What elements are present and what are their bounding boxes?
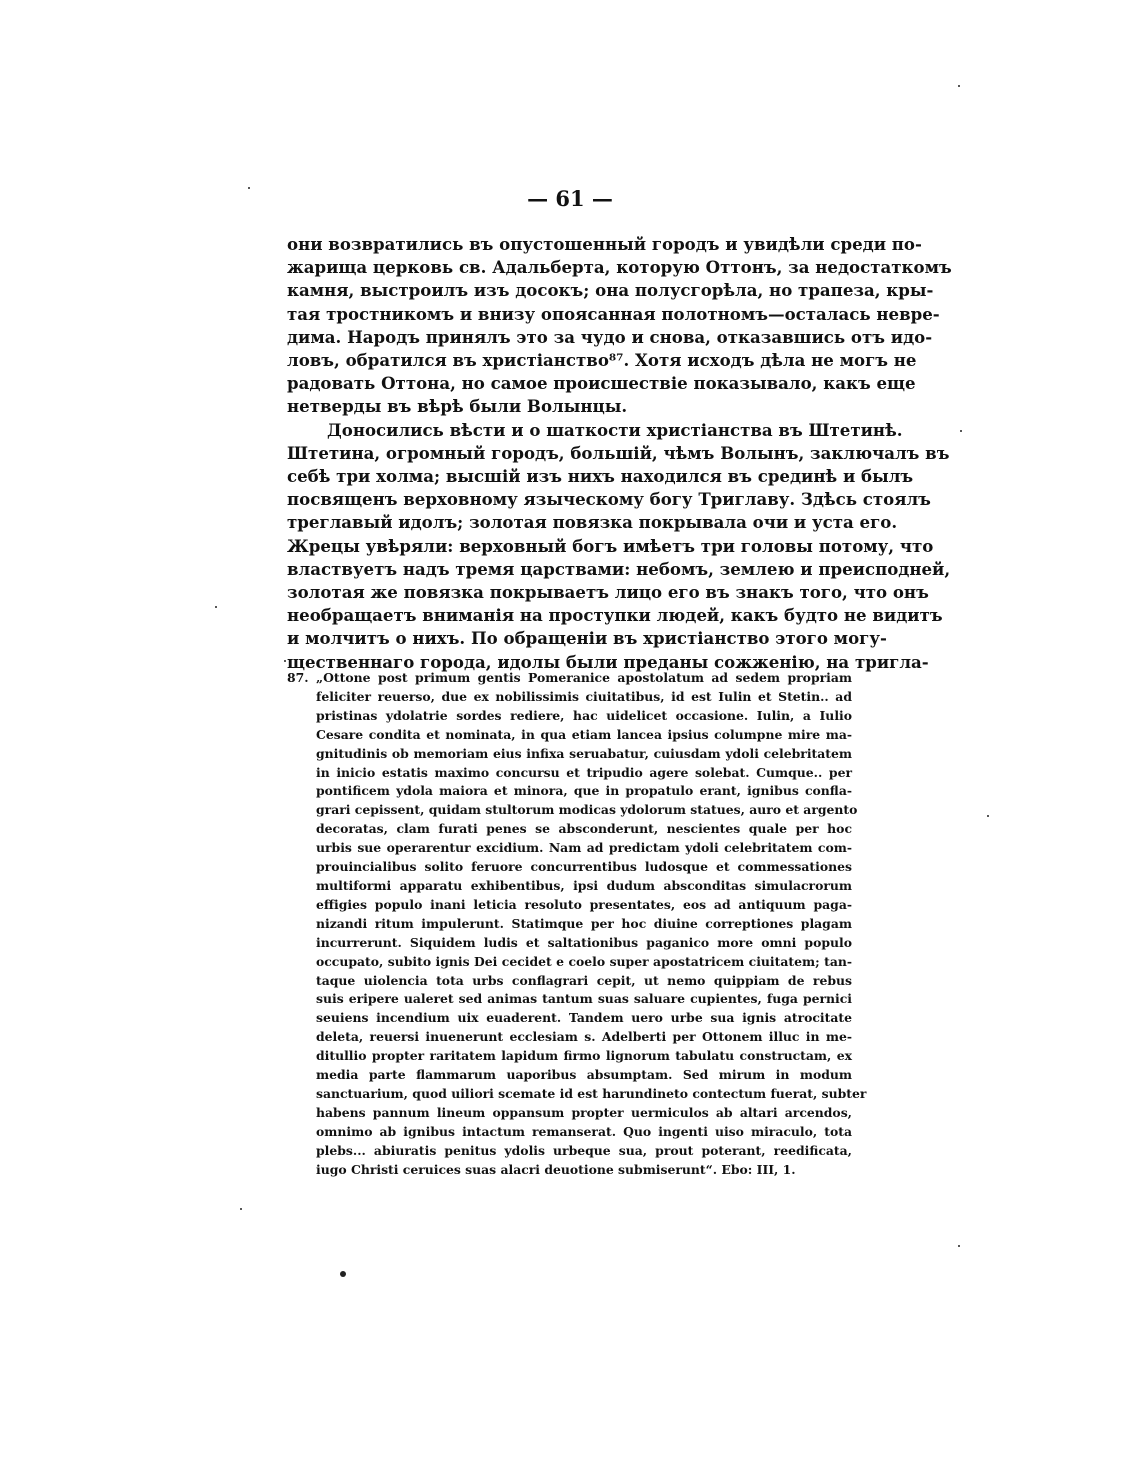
footnote-line: nizandi ritum impulerunt. Statimque per hoc diuine correptiones plagam xyxy=(316,915,852,931)
scan-speck xyxy=(284,660,286,662)
text-line: и молчитъ о нихъ. По обращеніи въ христіанство этого могу- xyxy=(287,628,887,649)
text-line: себѣ три холма; высшій изъ нихъ находился въ срединѣ и былъ xyxy=(287,466,914,487)
footnote-line: decoratas, clam furati penes se absconderunt, nescientes quale per hoc xyxy=(316,821,852,837)
scan-speck xyxy=(958,1245,960,1247)
scan-speck xyxy=(240,1208,242,1210)
footnote-line: in inicio estatis maximo concursu et tripudio agere solebat. Cumque.. per xyxy=(316,764,852,780)
footnote-line: effigies populo inani leticia resoluto presentates, eos ad antiquum paga- xyxy=(316,896,852,912)
text-line: камня, выстроилъ изъ досокъ; она полусгорѣла, но трапеза, кры- xyxy=(287,280,934,301)
text-line: дима. Народъ принялъ это за чудо и снова, отказавшись отъ идо- xyxy=(287,326,933,347)
text-line: Жрецы увѣряли: верховный богъ имѣетъ три головы потому, что xyxy=(287,535,934,556)
scan-speck xyxy=(215,606,217,608)
footnote-line: urbis sue operarentur excidium. Nam ad predictam ydoli celebritatem com- xyxy=(316,840,852,856)
footnote-line: taque uiolencia tota urbs conflagrari cepit, ut nemo quippiam de rebus xyxy=(316,972,852,988)
footnote-number: 87. xyxy=(287,670,309,685)
footnote-line: pristinas ydolatrie sordes rediere, hac uidelicet occasione. Iulin, a Iulio xyxy=(316,707,852,723)
text-line: жарища церковь св. Адальберта, которую Оттонъ, за недостаткомъ xyxy=(287,257,952,278)
text-line: посвященъ верховному языческому богу Триглаву. Здѣсь стоялъ xyxy=(287,489,931,510)
footnote-line: gnitudinis ob memoriam eius infixa seruabatur, cuiusdam ydoli celebritatem xyxy=(316,745,852,761)
text-line: щественнаго города, идолы были преданы сожженію, на тригла- xyxy=(287,651,929,672)
footnote-line: plebs... abiuratis penitus ydolis urbeque sua, prout poterant, reedificata, xyxy=(316,1142,852,1158)
footnote-line: „Ottone post primum gentis Pomeranice apostolatum ad sedem propriam xyxy=(316,670,852,685)
text-line: необращаетъ вниманія на проступки людей, какъ будто не видитъ xyxy=(287,605,943,626)
text-line: тая тростникомъ и внизу опоясанная полотномъ—осталась невре- xyxy=(287,303,940,324)
scan-speck xyxy=(987,815,989,817)
text-line: ловъ, обратился въ христіанство⁸⁷. Хотя исходъ дѣла не могъ не xyxy=(287,350,917,371)
text-line: радовать Оттона, но самое происшествіе показывало, какъ еще xyxy=(287,373,916,394)
footnote-line: grari cepissent, quidam stultorum modicas ydolorum statues, auro et argento xyxy=(316,802,858,818)
page-number: — 61 — xyxy=(527,186,613,211)
scan-speck xyxy=(958,85,960,87)
text-line: треглавый идолъ; золотая повязка покрывала очи и уста его. xyxy=(287,512,898,533)
text-line: властвуетъ надъ тремя царствами: небомъ, землею и преисподней, xyxy=(287,558,951,579)
footnote-line: sanctuarium, quod uiliori scemate id est harundineto contectum fuerat, subter xyxy=(316,1085,867,1101)
footnote-body xyxy=(316,669,867,1179)
footnote-line: deleta, reuersi inuenerunt ecclesiam s. Adelberti per Ottonem illuc in me- xyxy=(316,1029,852,1045)
footnote-line: feliciter reuerso, due ex nobilissimis ciuitatibus, id est Iulin et Stetin.. ad xyxy=(316,688,852,704)
footnote-line: iugo Christi ceruices suas alacri deuotione submiserunt“. Ebo: III, 1. xyxy=(316,1161,796,1177)
footnote-line: prouincialibus solito feruore concurrentibus ludosque et commessationes xyxy=(316,859,852,875)
footnote-line: Cesare condita et nominata, in qua etiam lancea ipsius columpne mire ma- xyxy=(316,726,852,742)
text-line: золотая же повязка покрываетъ лицо его въ знакъ того, что онъ xyxy=(287,582,929,603)
footnote xyxy=(287,669,867,1179)
scan-speck xyxy=(960,430,962,432)
footnote-line: suis eripere ualeret sed animas tantum suas saluare cupientes, fuga pernici xyxy=(316,991,852,1007)
footnote-line: ditullio propter raritatem lapidum firmo lignorum tabulatu constructam, ex xyxy=(316,1048,852,1064)
footnote-line: pontificem ydola maiora et minora, que in propatulo erant, ignibus confla- xyxy=(316,783,852,799)
main-text xyxy=(287,233,952,674)
text-line: нетверды въ вѣрѣ были Волынцы. xyxy=(287,396,628,417)
footnote-line: multiformi apparatu exhibentibus, ipsi dudum absconditas simulacrorum xyxy=(316,877,852,893)
footnote-line: seuiens incendium uix euaderent. Tandem uero urbe sua ignis atrocitate xyxy=(316,1010,852,1026)
footnote-line: media parte flammarum uaporibus absumptam. Sed mirum in modum xyxy=(316,1067,852,1083)
footnote-line: occupato, subito ignis Dei cecidet e coelo super apostatricem ciuitatem; tan- xyxy=(316,953,852,969)
text-line: Доносились вѣсти и о шаткости христіанства въ Штетинѣ. xyxy=(327,419,903,440)
text-line: они возвратились въ опустошенный городъ и увидѣли среди по- xyxy=(287,234,922,254)
footnote-line: habens pannum lineum oppansum propter uermiculos ab altari arcendos, xyxy=(316,1104,852,1120)
text-line: Штетина, огромный городъ, большій, чѣмъ Волынъ, заключалъ въ xyxy=(287,442,950,463)
scan-speck xyxy=(340,1271,346,1277)
footnote-line: omnimo ab ignibus intactum remanserat. Quo ingenti uiso miraculo, tota xyxy=(316,1123,852,1139)
footnote-line: incurrerunt. Siquidem ludis et saltationibus paganico more omni populo xyxy=(316,934,852,950)
